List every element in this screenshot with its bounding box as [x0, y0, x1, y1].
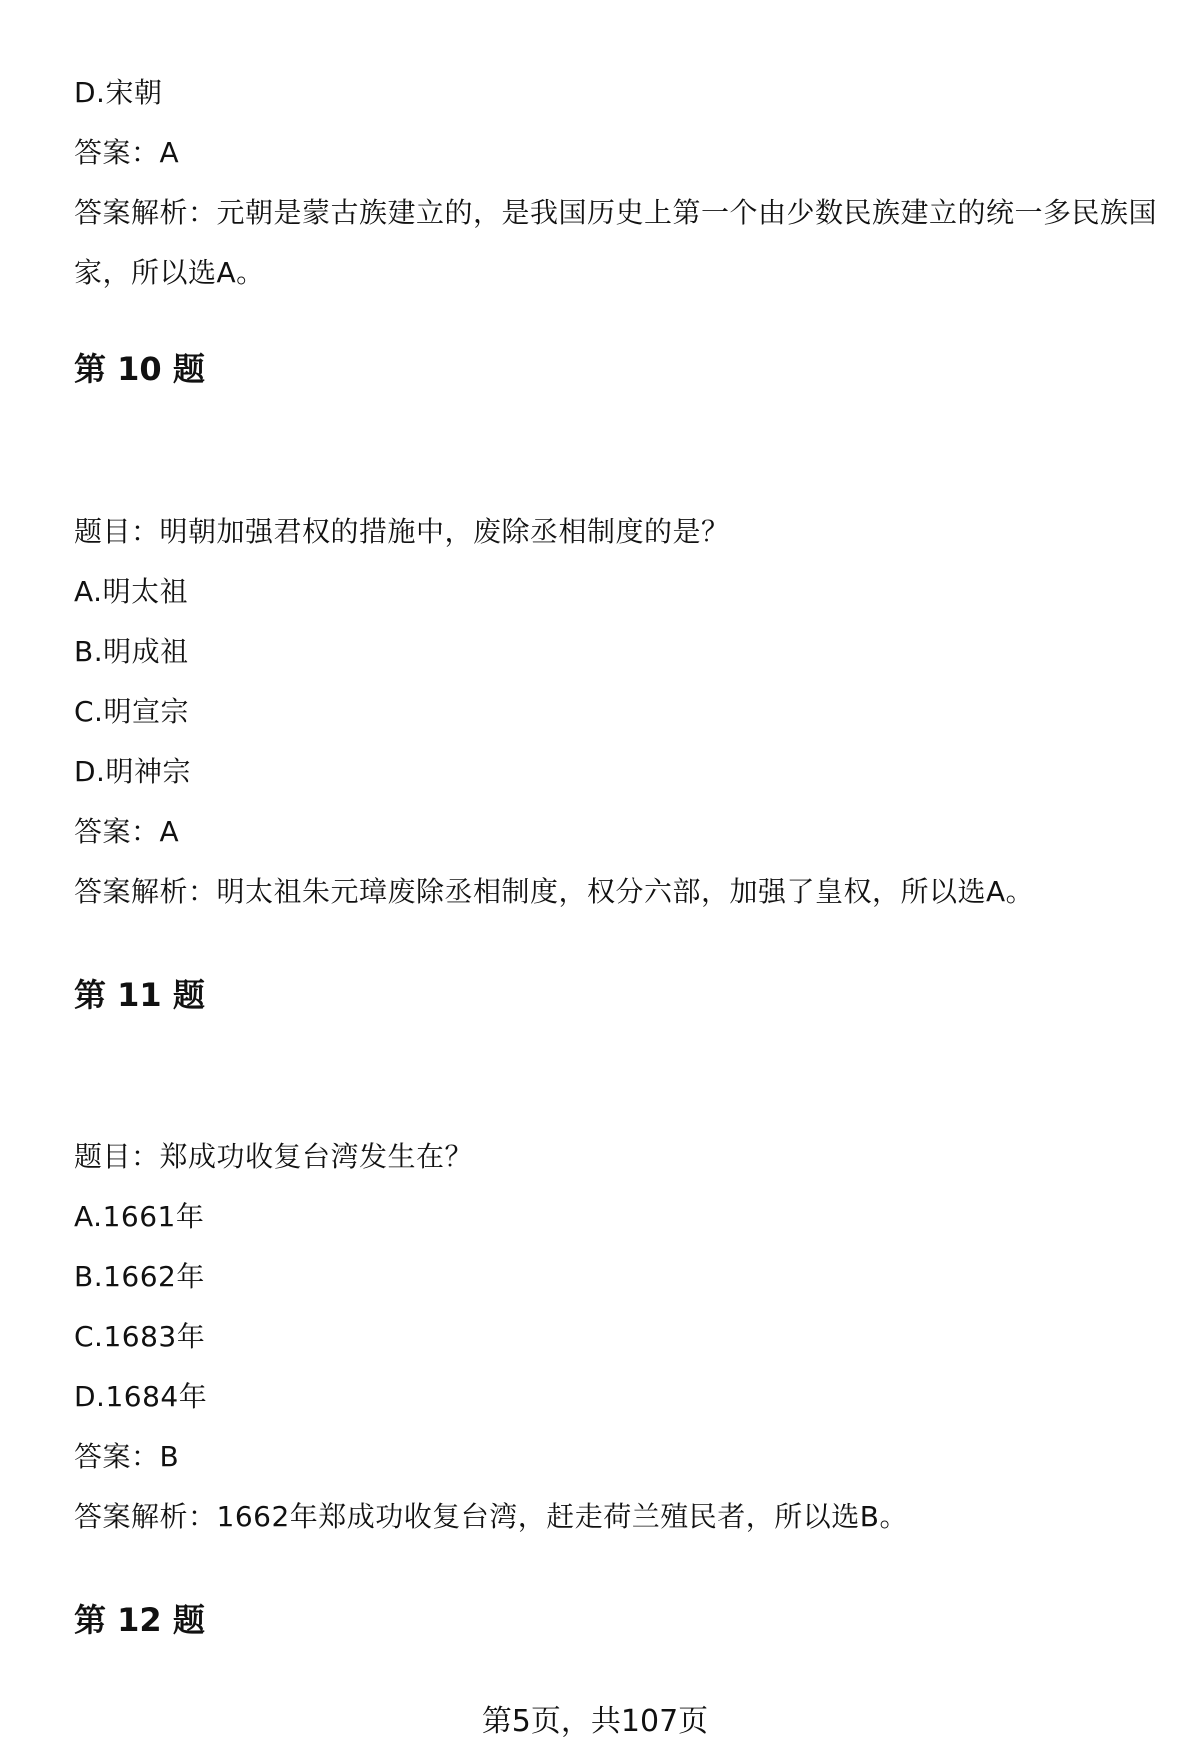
q11-heading: 第 11 题 — [74, 976, 205, 1014]
q12-heading: 第 12 题 — [74, 1601, 205, 1639]
q11-option-b: B.1662年 — [74, 1260, 205, 1293]
q10-option-b: B.明成祖 — [74, 635, 189, 668]
q11-answer: 答案：B — [74, 1440, 180, 1473]
q11-question: 题目：郑成功收复台湾发生在？ — [74, 1140, 474, 1173]
page-number: 第5页，共107页 — [481, 1704, 709, 1739]
q9-explanation: 答案解析：元朝是蒙古族建立的，是我国历史上第一个由少数民族建立的统一多民族国家，所以选A。 — [74, 196, 1158, 289]
q10-option-a: A.明太祖 — [74, 575, 189, 608]
q11-option-c: C.1683年 — [74, 1320, 206, 1353]
q10-option-c: C.明宣宗 — [74, 695, 189, 728]
q11-explanation: 答案解析：1662年郑成功收复台湾，赶走荷兰殖民者，所以选B。 — [74, 1500, 908, 1533]
q10-option-d: D.明神宗 — [74, 755, 191, 788]
q10-answer: 答案：A — [74, 815, 180, 848]
q10-heading: 第 10 题 — [74, 350, 205, 388]
q11-option-a: A.1661年 — [74, 1200, 205, 1233]
q11-option-d: D.1684年 — [74, 1380, 208, 1413]
q10-question: 题目：明朝加强君权的措施中，废除丞相制度的是？ — [74, 515, 730, 548]
q9-answer: 答案：A — [74, 136, 180, 169]
q9-option-d: D.宋朝 — [74, 76, 163, 109]
q10-explanation: 答案解析：明太祖朱元璋废除丞相制度，权分六部，加强了皇权，所以选A。 — [74, 875, 1035, 908]
